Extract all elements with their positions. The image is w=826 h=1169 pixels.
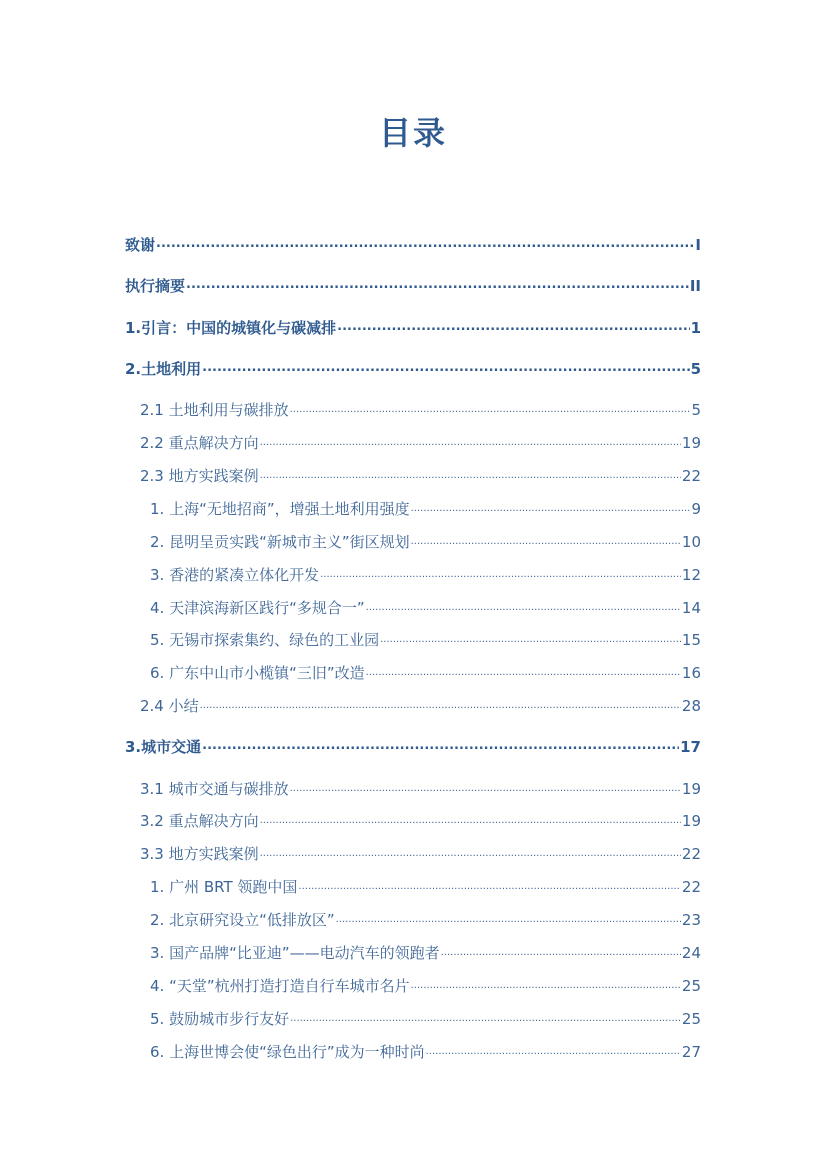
dot-leader bbox=[260, 839, 681, 866]
toc-entry-label: 2.4 小结 bbox=[140, 697, 199, 715]
toc-entry-case-2-3-6[interactable] bbox=[150, 661, 701, 685]
toc-entry-page: 16 bbox=[681, 664, 701, 682]
toc-entry-acknowledgements[interactable] bbox=[125, 233, 701, 257]
toc-entry-page: 25 bbox=[681, 1010, 701, 1028]
dot-leader bbox=[366, 593, 681, 620]
dot-leader bbox=[298, 872, 681, 899]
toc-entry-chapter-3[interactable] bbox=[125, 735, 701, 759]
toc-entry-case-3-3-2[interactable] bbox=[150, 908, 701, 932]
toc-entry-chapter-1[interactable] bbox=[125, 316, 701, 340]
dot-leader bbox=[202, 354, 689, 380]
toc-entry-label: 致谢 bbox=[125, 236, 156, 254]
toc-entry-page: 19 bbox=[681, 780, 701, 798]
toc-entry-label: 5. 鼓励城市步行友好 bbox=[150, 1010, 290, 1028]
toc-entry-label: 4. 天津滨海新区践行“多规合一” bbox=[150, 599, 365, 617]
dot-leader bbox=[290, 1004, 681, 1031]
toc-entry-section-3-2[interactable] bbox=[140, 809, 701, 833]
toc-entry-page: 28 bbox=[681, 697, 701, 715]
dot-leader bbox=[200, 691, 681, 718]
toc-entry-page: 22 bbox=[681, 845, 701, 863]
toc-entry-page: 5 bbox=[690, 360, 701, 378]
dot-leader bbox=[290, 774, 681, 801]
toc-entry-page: I bbox=[695, 236, 701, 254]
toc-entry-label: 2. 北京研究设立“低排放区” bbox=[150, 911, 335, 929]
toc-entry-section-2-3[interactable] bbox=[140, 464, 701, 488]
toc-entry-case-2-3-2[interactable] bbox=[150, 530, 701, 554]
toc-entry-section-3-3[interactable] bbox=[140, 842, 701, 866]
toc-entry-page: II bbox=[689, 277, 701, 295]
dot-leader bbox=[426, 1037, 681, 1064]
toc-entry-page: 19 bbox=[681, 812, 701, 830]
toc-entry-page: 1 bbox=[690, 319, 701, 337]
toc-entry-label: 5. 无锡市探索集约、绿色的工业园 bbox=[150, 631, 380, 649]
toc-entry-label: 6. 广东中山市小榄镇“三旧”改造 bbox=[150, 664, 365, 682]
toc-entry-label: 1. 上海“无地招商”，增强土地利用强度 bbox=[150, 500, 410, 518]
dot-leader bbox=[411, 494, 691, 521]
dot-leader bbox=[260, 806, 681, 833]
toc-entry-page: 19 bbox=[681, 434, 701, 452]
toc-entry-chapter-2[interactable] bbox=[125, 357, 701, 381]
toc-entry-label: 3.城市交通 bbox=[125, 738, 202, 756]
dot-leader bbox=[337, 313, 689, 339]
dot-leader bbox=[260, 461, 681, 488]
toc-entry-label: 1. 广州 BRT 领跑中国 bbox=[150, 878, 298, 896]
toc-entry-case-2-3-1[interactable] bbox=[150, 497, 701, 521]
toc-entry-executive-summary[interactable] bbox=[125, 274, 701, 298]
toc-entry-label: 3. 国产品牌“比亚迪”——电动汽车的领跑者 bbox=[150, 944, 440, 962]
dot-leader bbox=[290, 395, 691, 422]
toc-entry-label: 1.引言：中国的城镇化与碳减排 bbox=[125, 319, 337, 337]
toc-entry-page: 25 bbox=[681, 977, 701, 995]
toc-entry-label: 执行摘要 bbox=[125, 277, 186, 295]
toc-entry-page: 23 bbox=[681, 911, 701, 929]
toc-entry-case-3-3-4[interactable] bbox=[150, 974, 701, 998]
toc-entry-page: 24 bbox=[681, 944, 701, 962]
dot-leader bbox=[260, 428, 681, 455]
dot-leader bbox=[411, 527, 681, 554]
toc-entry-page: 9 bbox=[691, 500, 701, 518]
toc-entry-label: 3. 香港的紧凑立体化开发 bbox=[150, 566, 320, 584]
dot-leader bbox=[156, 230, 694, 256]
toc-entry-case-3-3-3[interactable] bbox=[150, 941, 701, 965]
toc-entry-label: 2.2 重点解决方向 bbox=[140, 434, 259, 452]
toc-entry-label: 3.3 地方实践案例 bbox=[140, 845, 259, 863]
toc-entry-case-3-3-1[interactable] bbox=[150, 875, 701, 899]
dot-leader bbox=[186, 271, 689, 297]
page-title: 目录 bbox=[378, 114, 447, 152]
toc-entry-label: 2.3 地方实践案例 bbox=[140, 467, 259, 485]
toc-entry-label: 2.土地利用 bbox=[125, 360, 202, 378]
toc-entry-page: 22 bbox=[681, 467, 701, 485]
toc-entry-page: 15 bbox=[681, 631, 701, 649]
toc-entry-page: 14 bbox=[681, 599, 701, 617]
toc-entry-section-2-4[interactable] bbox=[140, 694, 701, 718]
toc-entry-case-3-3-5[interactable] bbox=[150, 1007, 701, 1031]
dot-leader bbox=[202, 732, 679, 758]
toc-entry-case-2-3-5[interactable] bbox=[150, 628, 701, 652]
toc-entry-label: 2. 昆明呈贡实践“新城市主义”街区规划 bbox=[150, 533, 410, 551]
toc-entry-section-2-2[interactable] bbox=[140, 431, 701, 455]
toc-entry-label: 3.1 城市交通与碳排放 bbox=[140, 780, 289, 798]
toc-entry-label: 6. 上海世博会使“绿色出行”成为一种时尚 bbox=[150, 1043, 425, 1061]
toc-entry-case-2-3-4[interactable] bbox=[150, 596, 701, 620]
toc-entry-section-2-1[interactable] bbox=[140, 398, 701, 422]
toc-entry-page: 12 bbox=[681, 566, 701, 584]
toc-entry-label: 4. “天堂”杭州打造打造自行车城市名片 bbox=[150, 977, 410, 995]
toc-entry-page: 27 bbox=[681, 1043, 701, 1061]
toc-entry-page: 22 bbox=[681, 878, 701, 896]
toc-entry-label: 2.1 土地利用与碳排放 bbox=[140, 401, 289, 419]
toc-entry-case-3-3-6[interactable] bbox=[150, 1040, 701, 1064]
toc-entry-page: 5 bbox=[691, 401, 701, 419]
dot-leader bbox=[366, 658, 681, 685]
dot-leader bbox=[441, 938, 681, 965]
toc-entry-page: 10 bbox=[681, 533, 701, 551]
toc-entry-label: 3.2 重点解决方向 bbox=[140, 812, 259, 830]
toc-entry-section-3-1[interactable] bbox=[140, 777, 701, 801]
dot-leader bbox=[411, 971, 681, 998]
dot-leader bbox=[380, 625, 681, 652]
toc-entry-case-2-3-3[interactable] bbox=[150, 563, 701, 587]
toc-entry-page: 17 bbox=[680, 738, 701, 756]
dot-leader bbox=[336, 905, 681, 932]
dot-leader bbox=[320, 560, 681, 587]
